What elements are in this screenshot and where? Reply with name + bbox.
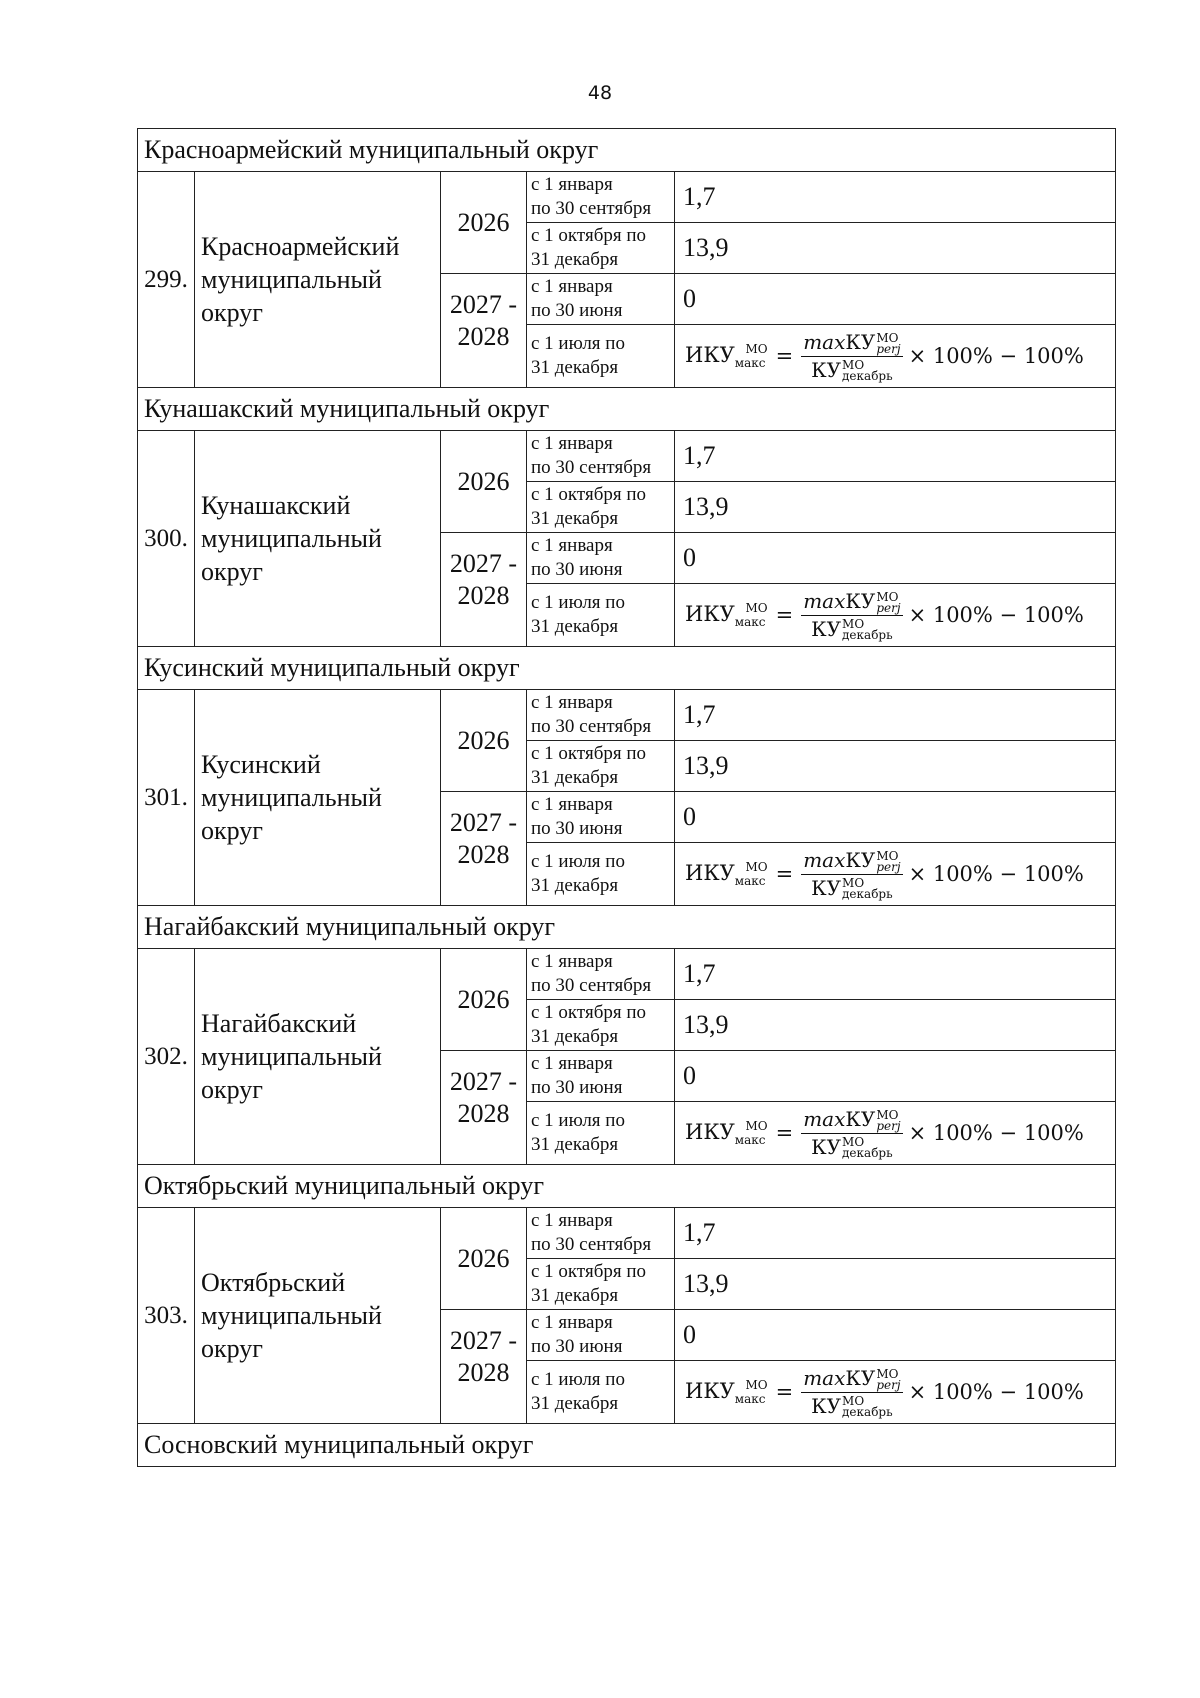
formula-tail: × 100% − 100%	[908, 1121, 1084, 1145]
period-cell: с 1 января по 30 сентября	[527, 690, 675, 741]
year-cell: 2026	[441, 949, 527, 1051]
formula-lhs: $ИКУ_{макс}^{МО}$	[685, 1378, 768, 1406]
row-number: 302.	[138, 949, 195, 1165]
year-range-cell: 2027 - 2028	[441, 1310, 527, 1424]
formula-numerator: maxКУ МО perj	[803, 1107, 901, 1133]
name-line-3: округ	[201, 1334, 263, 1363]
region-header-row	[138, 647, 1116, 690]
formula-fraction	[801, 1107, 902, 1159]
formula-cell	[675, 1361, 1116, 1424]
period-cell: с 1 октября по 31 декабря	[527, 1259, 675, 1310]
formula-cell	[675, 325, 1116, 388]
region-title: Красноармейский муниципальный округ	[138, 129, 1116, 172]
name-line-3: округ	[201, 557, 263, 586]
name-line-1: Октябрьский	[201, 1268, 346, 1297]
formula-fraction	[801, 1366, 902, 1418]
period-cell: с 1 октября по 31 декабря	[527, 741, 675, 792]
name-line-1: Красноармейский	[201, 232, 400, 261]
municipality-name	[195, 172, 441, 388]
table-row	[138, 1208, 1116, 1259]
region-title: Кусинский муниципальный округ	[138, 647, 1116, 690]
region-header-row	[138, 1165, 1116, 1208]
name-line-2: муниципальный	[201, 783, 382, 812]
index-formula	[685, 589, 1115, 641]
value-cell: 1,7	[675, 431, 1116, 482]
formula-numerator: maxКУ МО perj	[803, 1366, 901, 1392]
name-line-2: муниципальный	[201, 265, 382, 294]
table-row	[138, 431, 1116, 482]
period-cell: с 1 января по 30 сентября	[527, 1208, 675, 1259]
period-cell: с 1 июля по 31 декабря	[527, 1361, 675, 1424]
formula-cell	[675, 843, 1116, 906]
period-cell: с 1 октября по 31 декабря	[527, 482, 675, 533]
name-line-1: Кусинский	[201, 750, 321, 779]
value-cell: 13,9	[675, 1259, 1116, 1310]
period-cell: с 1 января по 30 июня	[527, 792, 675, 843]
region-header-row	[138, 388, 1116, 431]
value-cell: 0	[675, 533, 1116, 584]
year-range-cell: 2027 - 2028	[441, 274, 527, 388]
formula-fraction	[801, 330, 902, 382]
region-title: Нагайбакский муниципальный округ	[138, 906, 1116, 949]
table-row	[138, 172, 1116, 223]
period-cell: с 1 июля по 31 декабря	[527, 843, 675, 906]
name-line-3: округ	[201, 298, 263, 327]
region-header-row	[138, 129, 1116, 172]
year-range-cell: 2027 - 2028	[441, 1051, 527, 1165]
formula-denominator: КУ МО декабрь	[811, 1134, 893, 1160]
formula-cell	[675, 1102, 1116, 1165]
period-cell: с 1 января по 30 июня	[527, 1051, 675, 1102]
value-cell: 13,9	[675, 223, 1116, 274]
value-cell: 13,9	[675, 741, 1116, 792]
formula-tail: × 100% − 100%	[908, 603, 1084, 627]
period-cell: с 1 октября по 31 декабря	[527, 1000, 675, 1051]
period-cell: с 1 июля по 31 декабря	[527, 1102, 675, 1165]
formula-lhs: $ИКУ_{макс}^{МО}$	[685, 601, 768, 629]
period-cell: с 1 января по 30 июня	[527, 274, 675, 325]
value-cell: 0	[675, 792, 1116, 843]
formula-tail: × 100% − 100%	[908, 1380, 1084, 1404]
formula-denominator: КУ МО декабрь	[811, 1393, 893, 1419]
formula-cell	[675, 584, 1116, 647]
value-cell: 13,9	[675, 482, 1116, 533]
year-range-cell: 2027 - 2028	[441, 533, 527, 647]
formula-fraction	[801, 589, 902, 641]
municipality-name	[195, 690, 441, 906]
value-cell: 1,7	[675, 1208, 1116, 1259]
formula-equals: =	[775, 1121, 794, 1145]
table-row	[138, 949, 1116, 1000]
municipality-name	[195, 1208, 441, 1424]
index-formula	[685, 848, 1115, 900]
year-cell: 2026	[441, 1208, 527, 1310]
index-formula	[685, 1107, 1115, 1159]
year-cell: 2026	[441, 431, 527, 533]
row-number: 301.	[138, 690, 195, 906]
formula-lhs: $ИКУ_{макс}^{МО}$	[685, 860, 768, 888]
formula-denominator: КУ МО декабрь	[811, 875, 893, 901]
year-cell: 2026	[441, 172, 527, 274]
formula-equals: =	[775, 603, 794, 627]
formula-equals: =	[775, 862, 794, 886]
formula-equals: =	[775, 344, 794, 368]
name-line-3: округ	[201, 1075, 263, 1104]
period-cell: с 1 января по 30 июня	[527, 1310, 675, 1361]
table-row	[138, 690, 1116, 741]
period-cell: с 1 января по 30 сентября	[527, 172, 675, 223]
period-cell: с 1 октября по 31 декабря	[527, 223, 675, 274]
period-cell: с 1 января по 30 июня	[527, 533, 675, 584]
formula-tail: × 100% − 100%	[908, 862, 1084, 886]
index-formula	[685, 1366, 1115, 1418]
index-formula	[685, 330, 1115, 382]
formula-equals: =	[775, 1380, 794, 1404]
municipality-name	[195, 949, 441, 1165]
name-line-2: муниципальный	[201, 524, 382, 553]
formula-numerator: maxКУ МО perj	[803, 848, 901, 874]
value-cell: 1,7	[675, 949, 1116, 1000]
period-cell: с 1 июля по 31 декабря	[527, 584, 675, 647]
page-number: 48	[587, 82, 613, 104]
formula-denominator: КУ МО декабрь	[811, 357, 893, 383]
year-cell: 2026	[441, 690, 527, 792]
name-line-1: Кунашакский	[201, 491, 351, 520]
region-title: Сосновский муниципальный округ	[138, 1424, 1116, 1467]
period-cell: с 1 июля по 31 декабря	[527, 325, 675, 388]
name-line-3: округ	[201, 816, 263, 845]
value-cell: 1,7	[675, 172, 1116, 223]
formula-tail: × 100% − 100%	[908, 344, 1084, 368]
name-line-1: Нагайбакский	[201, 1009, 357, 1038]
tariff-table	[137, 128, 1116, 1467]
year-range-cell: 2027 - 2028	[441, 792, 527, 906]
formula-lhs: $ИКУ_{макс}^{МО}$	[685, 342, 768, 370]
region-title: Кунашакский муниципальный округ	[138, 388, 1116, 431]
formula-denominator: КУ МО декабрь	[811, 616, 893, 642]
region-header-row	[138, 1424, 1116, 1467]
period-cell: с 1 января по 30 сентября	[527, 431, 675, 482]
region-header-row	[138, 906, 1116, 949]
value-cell: 0	[675, 274, 1116, 325]
name-line-2: муниципальный	[201, 1042, 382, 1071]
row-number: 303.	[138, 1208, 195, 1424]
value-cell: 0	[675, 1051, 1116, 1102]
formula-lhs: $ИКУ_{макс}^{МО}$	[685, 1119, 768, 1147]
value-cell: 13,9	[675, 1000, 1116, 1051]
row-number: 299.	[138, 172, 195, 388]
formula-numerator: maxКУ МО perj	[803, 330, 901, 356]
formula-numerator: maxКУ МО perj	[803, 589, 901, 615]
value-cell: 1,7	[675, 690, 1116, 741]
value-cell: 0	[675, 1310, 1116, 1361]
municipality-name	[195, 431, 441, 647]
name-line-2: муниципальный	[201, 1301, 382, 1330]
period-cell: с 1 января по 30 сентября	[527, 949, 675, 1000]
row-number: 300.	[138, 431, 195, 647]
formula-fraction	[801, 848, 902, 900]
region-title: Октябрьский муниципальный округ	[138, 1165, 1116, 1208]
